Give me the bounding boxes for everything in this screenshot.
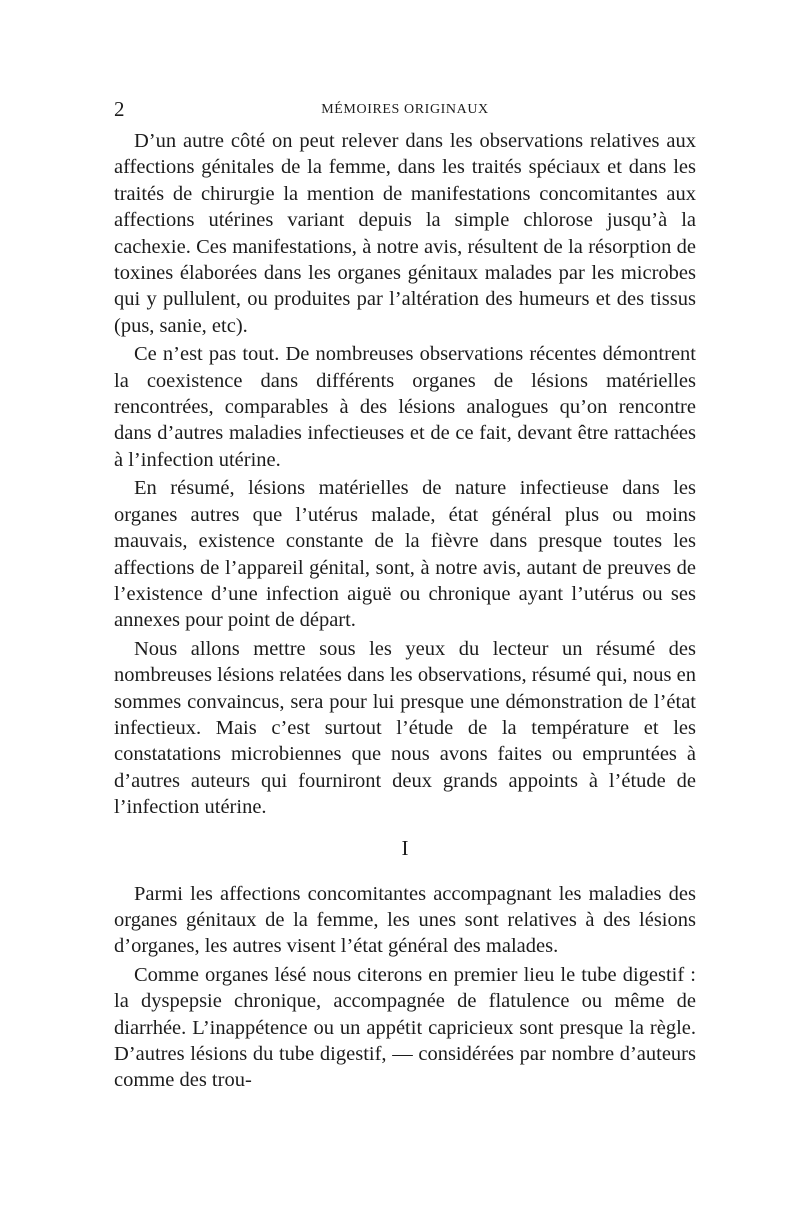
paragraph: Comme organes lésé nous citerons en premier lieu le tube digestif : la dyspepsie chronique, accompagnée de flatulence ou même de diarrhée. L’inappétence ou un appétit capricieux sont presque la règle. D’autres lésions du tube digestif, — considérées par nombre d’auteurs comme des trou- xyxy=(114,963,696,1092)
paragraph: Ce n’est pas tout. De nombreuses observations récentes démontrent la coexistence dans différents organes de lésions matérielles rencontrées, comparables à des lésions analogues qu’on rencontre dans d’autres maladies infectieuses et de ce fait, devant être rattachées à l’infection utérine. xyxy=(114,343,696,471)
running-head: MÉMOIRES ORIGINAUX xyxy=(321,102,489,117)
page-number: 2 xyxy=(114,97,125,121)
paragraph: D’un autre côté on peut relever dans les observations relatives aux affections génitales de la femme, dans les traités spéciaux et dans les traités de chirurgie la mention de manifestations concomitantes aux affections utérines variant depuis la simple chlorose jusqu’à la cachexie. Ces manifestations, à notre avis, résultent de la résorption de toxines élaborées dans les organes génitaux malades par les microbes qui y pullulent, ou produites par l’altération des humeurs et des tissus (pus, sanie, etc). xyxy=(114,130,696,337)
paragraph: Parmi les affections concomitantes accompagnant les maladies des organes génitaux de la femme, les unes sont relatives à des lésions d’organes, les autres visent l’état général des malades. xyxy=(114,882,696,958)
section-heading: I xyxy=(401,835,409,860)
paragraph: Nous allons mettre sous les yeux du lecteur un résumé des nombreuses lésions relatées dans les observations, résumé qui, nous en sommes convaincus, sera pour lui presque une démonstration de l’état infectieux. Mais c’est surtout l’étude de la température et les constatations microbiennes que nous avons faites ou empruntées à d’autres auteurs qui fourniront deux grands appoints à l’étude de l’infection utérine. xyxy=(114,637,696,819)
body-text xyxy=(114,128,696,1096)
paragraph: En résumé, lésions matérielles de nature infectieuse dans les organes autres que l’utérus malade, état général plus ou moins mauvais, existence constante de la fièvre dans presque toutes les affections de l’appareil génital, sont, à notre avis, autant de preuves de l’existence d’une infection aiguë ou chronique ayant l’utérus ou ses annexes pour point de départ. xyxy=(114,477,696,632)
page-header xyxy=(114,97,696,121)
